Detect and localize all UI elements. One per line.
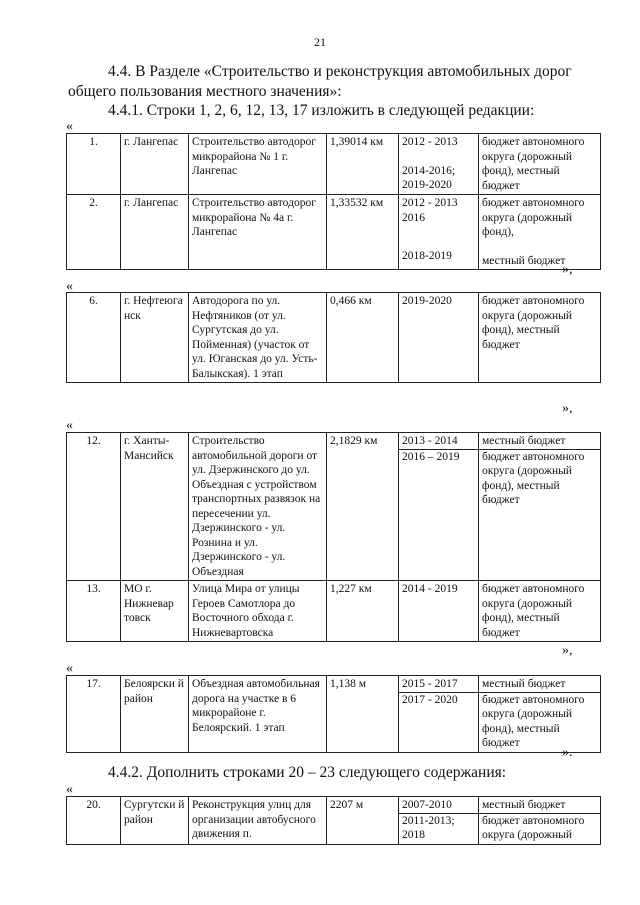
period-a: 2012 - 2013 <box>402 197 458 209</box>
row-capacity: 1,33532 км <box>327 195 399 270</box>
row-capacity: 1,39014 км <box>327 134 399 195</box>
page-number: 21 <box>314 35 326 49</box>
row-number: 6. <box>67 293 121 383</box>
row-place: МО г. Нижневар товск <box>121 581 189 642</box>
table-row <box>67 797 601 845</box>
row-object: Строительство автодорог микрорайона № 1 г. Лангепас <box>189 134 327 195</box>
row-object: Строительство автодорог микрорайона № 4а г. Лангепас <box>189 195 327 270</box>
period-a: 2013 - 2014 <box>402 435 458 447</box>
row-number: 2. <box>67 195 121 270</box>
row-source: бюджет автономного округа (дорожный фонд), местный бюджет <box>479 293 601 383</box>
open-quote: « <box>66 418 73 433</box>
table-row <box>67 293 601 383</box>
row-number: 12. <box>67 433 121 581</box>
row-capacity: 1,138 м <box>327 676 399 753</box>
period-b: 2017 - 2020 <box>399 692 478 708</box>
open-quote: « <box>66 279 73 294</box>
close-quote: », <box>562 401 573 416</box>
source-b: местный бюджет <box>482 254 566 267</box>
source-b: бюджет автономного округа (дорожный фонд), местный бюджет <box>479 692 600 751</box>
open-quote: « <box>66 782 73 797</box>
table-row-20 <box>66 796 601 845</box>
close-quote: », <box>562 643 573 658</box>
subheading-4-4-2: 4.4.2. Дополнить строками 20 – 23 следующего содержания: <box>108 764 507 781</box>
row-number: 1. <box>67 134 121 195</box>
period-b: 2018-2019 <box>402 250 452 262</box>
period-a: 2012 - 2013 <box>402 136 458 148</box>
table-row-6 <box>66 292 601 383</box>
source-a: местный бюджет <box>482 678 566 690</box>
row-period <box>399 433 479 581</box>
open-quote: « <box>66 119 73 134</box>
period-b: 2011-2013; 2018 <box>399 813 478 843</box>
table-row <box>67 195 601 270</box>
row-capacity: 1,227 км <box>327 581 399 642</box>
table-row <box>67 676 601 753</box>
row-object: Автодорога по ул. Нефтяников (от ул. Сургутская до ул. Пойменная) (участок от ул. Юганская до ул. Усть-Балыкская). 1 этап <box>189 293 327 383</box>
row-capacity: 2,1829 км <box>327 433 399 581</box>
row-object: Объездная автомобильная дорога на участке в 6 микрорайоне г. Белоярский. 1 этап <box>189 676 327 753</box>
row-place: г. Лангепас <box>121 134 189 195</box>
row-period <box>399 195 479 270</box>
row-number: 20. <box>67 797 121 845</box>
row-capacity: 0,466 км <box>327 293 399 383</box>
row-place: г. Лангепас <box>121 195 189 270</box>
row-place: г. Нефтеюга нск <box>121 293 189 383</box>
row-place: Сургутски й район <box>121 797 189 845</box>
row-number: 13. <box>67 581 121 642</box>
source-a: местный бюджет <box>482 435 566 447</box>
period-a2: 2016 <box>402 211 425 224</box>
table-row <box>67 134 601 195</box>
row-number: 17. <box>67 676 121 753</box>
row-object: Улица Мира от улицы Героев Самотлора до Восточного обхода г. Нижневартовска <box>189 581 327 642</box>
source-b: бюджет автономного округа (дорожный фонд), местный бюджет <box>479 449 600 508</box>
row-period <box>399 797 479 845</box>
subheading-4-4-1: 4.4.1. Строки 1, 2, 6, 12, 13, 17 изложить в следующей редакции: <box>108 102 535 119</box>
period-b: 2014-2016; 2019-2020 <box>402 164 456 191</box>
row-object: Реконструкция улиц для организации автобусного движения п. <box>189 797 327 845</box>
row-capacity: 2207 м <box>327 797 399 845</box>
table-row <box>67 433 601 581</box>
row-period <box>399 134 479 195</box>
table-row-17 <box>66 675 601 753</box>
row-period: 2019-2020 <box>399 293 479 383</box>
row-object: Строительство автомобильной дороги от ул. Дзержинского до ул. Объездная с устройством транспортных развязок на пересечении ул. Дзержинского - ул. Рознина и ул. Дзержинского - ул. Объездная <box>189 433 327 581</box>
row-source: бюджет автономного округа (дорожный фонд), местный бюджет <box>479 581 601 642</box>
close-quote: », <box>562 262 573 277</box>
period-b: 2016 – 2019 <box>399 449 478 465</box>
period-a: 2007-2010 <box>402 799 452 811</box>
open-quote: « <box>66 661 73 676</box>
source-a: местный бюджет <box>482 799 566 811</box>
close-quote: ». <box>562 745 573 760</box>
table-rows-12-13 <box>66 432 601 642</box>
row-source: бюджет автономного округа (дорожный фонд), местный бюджет <box>479 134 601 195</box>
row-place: г. Ханты-Мансийск <box>121 433 189 581</box>
row-period <box>399 676 479 753</box>
source-b: бюджет автономного округа (дорожный <box>479 813 600 843</box>
source-a: бюджет автономного округа (дорожный фонд), <box>482 197 585 238</box>
period-a: 2015 - 2017 <box>402 678 458 690</box>
row-source <box>479 676 601 753</box>
row-place: Белоярски й район <box>121 676 189 753</box>
table-row <box>67 581 601 642</box>
row-source <box>479 797 601 845</box>
table-rows-1-2 <box>66 133 601 270</box>
row-period: 2014 - 2019 <box>399 581 479 642</box>
section-heading-line1: 4.4. В Разделе «Строительство и реконструкция автомобильных дорог <box>108 63 572 80</box>
section-heading-line2: общего пользования местного значения»: <box>68 83 342 100</box>
row-source <box>479 433 601 581</box>
row-source <box>479 195 601 270</box>
